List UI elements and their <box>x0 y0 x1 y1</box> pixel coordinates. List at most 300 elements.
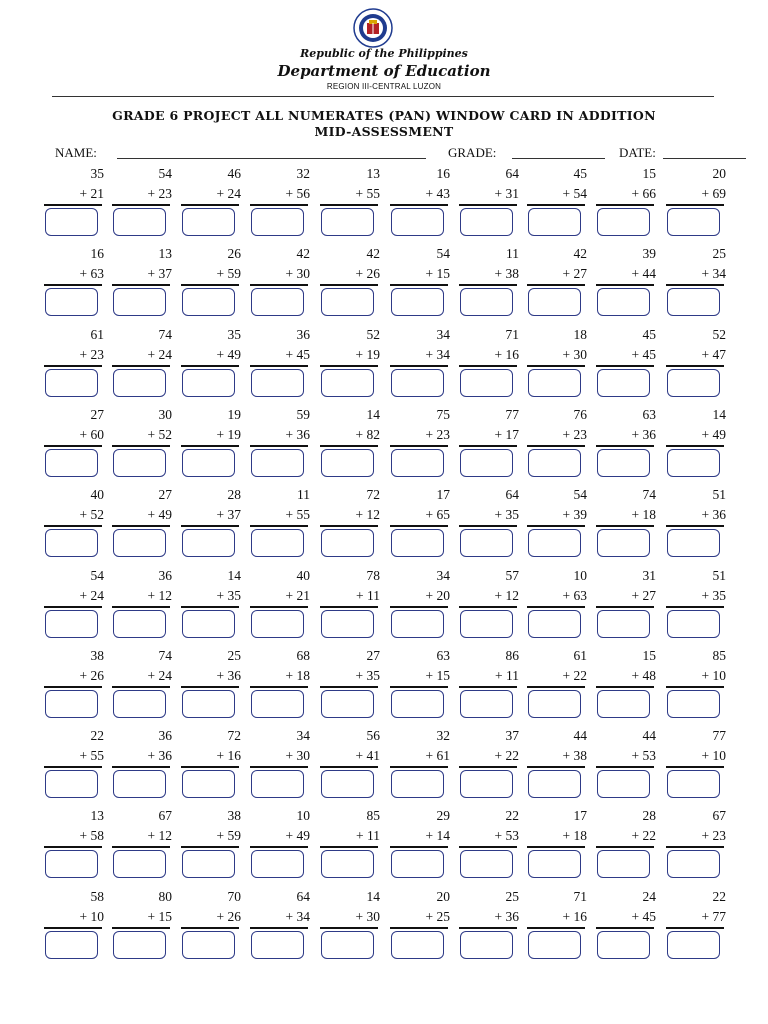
sum-line <box>181 766 239 768</box>
answer-box[interactable] <box>182 369 235 397</box>
answer-box[interactable] <box>391 610 444 638</box>
addend-top: 20 <box>436 888 450 904</box>
addend-bottom: + 65 <box>425 507 450 523</box>
addend-bottom: + 63 <box>79 266 104 282</box>
answer-box[interactable] <box>321 850 374 878</box>
sum-line <box>390 927 448 929</box>
addend-bottom: + 14 <box>425 828 450 844</box>
answer-box[interactable] <box>251 529 304 557</box>
addend-top: 35 <box>90 166 104 181</box>
addend-bottom: + 34 <box>425 346 450 362</box>
answer-box[interactable] <box>667 690 720 718</box>
addend-top: 25 <box>712 246 726 262</box>
answer-box[interactable] <box>528 369 581 397</box>
addend-bottom: + 12 <box>355 507 380 523</box>
sum-line <box>320 204 378 206</box>
problem-item <box>527 408 595 488</box>
answer-box[interactable] <box>45 850 98 878</box>
answer-box[interactable] <box>321 369 374 397</box>
addend-bottom: + 27 <box>562 266 587 282</box>
problem-item <box>527 488 595 568</box>
problem-item <box>459 328 527 408</box>
answer-box[interactable] <box>460 850 513 878</box>
sum-line <box>320 766 378 768</box>
answer-box[interactable] <box>667 931 720 959</box>
addend-top: 11 <box>297 487 310 503</box>
addend-bottom: + 44 <box>631 266 656 282</box>
answer-box[interactable] <box>182 529 235 557</box>
addend-bottom: + 45 <box>631 908 656 924</box>
problem-item <box>320 729 388 809</box>
sum-line <box>527 365 585 367</box>
sum-line <box>596 204 654 206</box>
answer-box[interactable] <box>667 529 720 557</box>
addend-bottom: + 16 <box>216 748 241 764</box>
addend-top: 64 <box>505 166 519 181</box>
addend-bottom: + 10 <box>701 667 726 683</box>
sum-line <box>320 686 378 688</box>
answer-box[interactable] <box>528 931 581 959</box>
answer-box[interactable] <box>321 931 374 959</box>
addend-top: 52 <box>366 326 380 342</box>
problem-item <box>112 809 180 889</box>
answer-box[interactable] <box>460 449 513 477</box>
addend-bottom: + 36 <box>631 426 656 442</box>
problem-item <box>320 328 388 408</box>
answer-box[interactable] <box>391 529 444 557</box>
addend-top: 14 <box>366 406 380 422</box>
sum-line <box>527 686 585 688</box>
answer-box[interactable] <box>113 850 166 878</box>
name-label: NAME: <box>55 145 97 160</box>
answer-box[interactable] <box>251 449 304 477</box>
answer-box[interactable] <box>321 690 374 718</box>
addend-top: 19 <box>227 406 241 422</box>
problem-item <box>320 167 388 247</box>
problem-item <box>250 890 318 970</box>
answer-box[interactable] <box>667 288 720 316</box>
sum-line <box>390 846 448 848</box>
addend-bottom: + 22 <box>562 667 587 683</box>
addend-top: 46 <box>227 166 241 181</box>
addend-top: 72 <box>366 487 380 503</box>
addend-top: 27 <box>90 406 104 422</box>
addend-top: 64 <box>505 487 519 503</box>
answer-box[interactable] <box>251 690 304 718</box>
answer-box[interactable] <box>113 610 166 638</box>
addend-bottom: + 24 <box>216 186 241 201</box>
addend-bottom: + 60 <box>79 426 104 442</box>
addend-bottom: + 36 <box>494 908 519 924</box>
problem-item <box>44 167 112 247</box>
problem-item <box>459 809 527 889</box>
addend-top: 68 <box>296 647 310 663</box>
answer-box[interactable] <box>597 208 650 236</box>
sum-line <box>320 606 378 608</box>
addend-top: 29 <box>436 808 450 824</box>
answer-box[interactable] <box>251 850 304 878</box>
addend-top: 14 <box>227 567 241 583</box>
answer-box[interactable] <box>182 690 235 718</box>
problem-item <box>250 408 318 488</box>
problem-item <box>527 729 595 809</box>
worksheet-title: GRADE 6 PROJECT ALL NUMERATES (PAN) WINDOW CARD IN ADDITION <box>112 108 656 123</box>
problem-item <box>390 247 458 327</box>
sum-line <box>459 606 517 608</box>
addend-top: 38 <box>227 808 241 824</box>
answer-box[interactable] <box>460 690 513 718</box>
answer-box[interactable] <box>597 449 650 477</box>
addend-top: 76 <box>573 406 587 422</box>
answer-box[interactable] <box>528 690 581 718</box>
problem-item <box>459 890 527 970</box>
answer-box[interactable] <box>113 369 166 397</box>
problem-item <box>320 890 388 970</box>
addend-bottom: + 43 <box>425 186 450 201</box>
answer-box[interactable] <box>460 288 513 316</box>
sum-line <box>44 284 102 286</box>
answer-box[interactable] <box>45 369 98 397</box>
problem-item <box>250 649 318 729</box>
problem-item <box>250 328 318 408</box>
addend-bottom: + 54 <box>562 186 587 201</box>
addend-top: 86 <box>505 647 519 663</box>
problem-item <box>112 408 180 488</box>
addend-top: 15 <box>642 166 656 181</box>
sum-line <box>527 766 585 768</box>
addend-top: 22 <box>90 728 104 744</box>
answer-box[interactable] <box>597 610 650 638</box>
worksheet-subtitle: MID-ASSESSMENT <box>314 124 454 139</box>
addend-top: 39 <box>642 246 656 262</box>
problem-item <box>390 569 458 649</box>
answer-box[interactable] <box>45 690 98 718</box>
problem-item <box>666 247 734 327</box>
addend-top: 17 <box>436 487 450 503</box>
addend-bottom: + 11 <box>356 587 380 603</box>
answer-box[interactable] <box>321 449 374 477</box>
answer-box[interactable] <box>251 610 304 638</box>
addend-bottom: + 25 <box>425 908 450 924</box>
republic-text: Republic of the Philippines <box>300 47 468 60</box>
addend-bottom: + 59 <box>216 828 241 844</box>
answer-box[interactable] <box>113 690 166 718</box>
addend-top: 59 <box>296 406 310 422</box>
answer-box[interactable] <box>460 369 513 397</box>
answer-box[interactable] <box>391 208 444 236</box>
answer-box[interactable] <box>597 931 650 959</box>
answer-box[interactable] <box>251 931 304 959</box>
addend-top: 11 <box>506 246 519 262</box>
problem-item <box>666 167 734 247</box>
answer-box[interactable] <box>321 770 374 798</box>
answer-box[interactable] <box>391 369 444 397</box>
sum-line <box>459 284 517 286</box>
answer-box[interactable] <box>45 610 98 638</box>
answer-box[interactable] <box>597 770 650 798</box>
addend-bottom: + 49 <box>147 507 172 523</box>
answer-box[interactable] <box>597 690 650 718</box>
answer-box[interactable] <box>182 931 235 959</box>
answer-box[interactable] <box>391 770 444 798</box>
answer-box[interactable] <box>45 208 98 236</box>
addend-top: 40 <box>296 567 310 583</box>
addend-bottom: + 26 <box>355 266 380 282</box>
answer-box[interactable] <box>597 850 650 878</box>
addend-top: 67 <box>712 808 726 824</box>
sum-line <box>459 686 517 688</box>
answer-box[interactable] <box>251 770 304 798</box>
sum-line <box>390 204 448 206</box>
grade-label: GRADE: <box>448 145 497 160</box>
problem-item <box>527 809 595 889</box>
addend-top: 44 <box>573 728 587 744</box>
addend-bottom: + 22 <box>494 748 519 764</box>
addend-bottom: + 26 <box>79 667 104 683</box>
addend-top: 42 <box>366 246 380 262</box>
addend-top: 36 <box>158 567 172 583</box>
answer-box[interactable] <box>391 288 444 316</box>
problem-item <box>112 569 180 649</box>
addend-bottom: + 11 <box>356 828 380 844</box>
problem-item <box>112 328 180 408</box>
problem-item <box>527 649 595 729</box>
addend-bottom: + 18 <box>562 828 587 844</box>
sum-line <box>459 525 517 527</box>
answer-box[interactable] <box>251 369 304 397</box>
answer-box[interactable] <box>182 610 235 638</box>
addend-top: 28 <box>642 808 656 824</box>
addend-top: 37 <box>505 728 519 744</box>
addend-bottom: + 49 <box>285 828 310 844</box>
sum-line <box>112 204 170 206</box>
answer-box[interactable] <box>45 449 98 477</box>
answer-box[interactable] <box>182 449 235 477</box>
addend-top: 27 <box>158 487 172 503</box>
problem-item <box>596 729 664 809</box>
problem-item <box>44 569 112 649</box>
answer-box[interactable] <box>528 449 581 477</box>
answer-box[interactable] <box>597 288 650 316</box>
answer-box[interactable] <box>251 288 304 316</box>
answer-box[interactable] <box>45 529 98 557</box>
addend-top: 24 <box>642 888 656 904</box>
sum-line <box>181 686 239 688</box>
answer-box[interactable] <box>182 208 235 236</box>
answer-box[interactable] <box>528 770 581 798</box>
problem-item <box>112 729 180 809</box>
sum-line <box>596 766 654 768</box>
addend-top: 18 <box>573 326 587 342</box>
answer-box[interactable] <box>321 208 374 236</box>
sum-line <box>666 204 724 206</box>
addend-bottom: + 35 <box>701 587 726 603</box>
answer-box[interactable] <box>528 850 581 878</box>
answer-box[interactable] <box>460 529 513 557</box>
problem-item <box>596 890 664 970</box>
region-text: REGION III-CENTRAL LUZON <box>326 82 442 91</box>
addend-top: 58 <box>90 888 104 904</box>
problem-item <box>666 488 734 568</box>
answer-box[interactable] <box>391 690 444 718</box>
answer-box[interactable] <box>45 770 98 798</box>
problem-item <box>666 328 734 408</box>
answer-box[interactable] <box>321 610 374 638</box>
addend-bottom: + 21 <box>79 186 104 201</box>
addend-bottom: + 82 <box>355 426 380 442</box>
answer-box[interactable] <box>113 288 166 316</box>
answer-box[interactable] <box>528 610 581 638</box>
sum-line <box>527 927 585 929</box>
answer-box[interactable] <box>528 288 581 316</box>
sum-line <box>181 606 239 608</box>
problem-item <box>390 729 458 809</box>
answer-box[interactable] <box>45 288 98 316</box>
addend-top: 25 <box>227 647 241 663</box>
addend-top: 80 <box>158 888 172 904</box>
addend-top: 32 <box>296 166 310 181</box>
sum-line <box>390 606 448 608</box>
answer-box[interactable] <box>597 529 650 557</box>
answer-box[interactable] <box>113 931 166 959</box>
problem-item <box>181 729 249 809</box>
answer-box[interactable] <box>460 770 513 798</box>
answer-box[interactable] <box>667 850 720 878</box>
addend-top: 15 <box>642 647 656 663</box>
addend-bottom: + 19 <box>216 426 241 442</box>
answer-box[interactable] <box>113 449 166 477</box>
addend-bottom: + 10 <box>701 748 726 764</box>
addend-bottom: + 11 <box>495 667 519 683</box>
answer-box[interactable] <box>597 369 650 397</box>
problem-item <box>596 809 664 889</box>
problem-item <box>459 488 527 568</box>
answer-box[interactable] <box>460 931 513 959</box>
addend-top: 54 <box>436 246 450 262</box>
sum-line <box>181 927 239 929</box>
answer-box[interactable] <box>182 288 235 316</box>
problem-item <box>320 649 388 729</box>
addend-bottom: + 45 <box>631 346 656 362</box>
addend-bottom: + 35 <box>216 587 241 603</box>
answer-box[interactable] <box>460 610 513 638</box>
addend-top: 25 <box>505 888 519 904</box>
problem-item <box>390 488 458 568</box>
addend-bottom: + 12 <box>147 587 172 603</box>
addend-bottom: + 27 <box>631 587 656 603</box>
problem-item <box>112 890 180 970</box>
sum-line <box>181 445 239 447</box>
answer-box[interactable] <box>45 931 98 959</box>
problem-item <box>112 167 180 247</box>
sum-line <box>527 525 585 527</box>
addend-bottom: + 45 <box>285 346 310 362</box>
addend-top: 57 <box>505 567 519 583</box>
problem-item <box>181 247 249 327</box>
problem-item <box>44 890 112 970</box>
problem-item <box>181 328 249 408</box>
addend-top: 40 <box>90 487 104 503</box>
answer-box[interactable] <box>528 529 581 557</box>
addend-top: 85 <box>366 808 380 824</box>
answer-box[interactable] <box>667 610 720 638</box>
sum-line <box>320 445 378 447</box>
answer-box[interactable] <box>667 369 720 397</box>
addend-bottom: + 38 <box>494 266 519 282</box>
problem-item <box>181 408 249 488</box>
addend-bottom: + 36 <box>216 667 241 683</box>
sum-line <box>390 766 448 768</box>
problem-item <box>459 569 527 649</box>
addend-top: 78 <box>366 567 380 583</box>
answer-box[interactable] <box>321 529 374 557</box>
answer-box[interactable] <box>667 770 720 798</box>
answer-box[interactable] <box>528 208 581 236</box>
answer-box[interactable] <box>182 850 235 878</box>
sum-line <box>527 606 585 608</box>
answer-box[interactable] <box>321 288 374 316</box>
addend-bottom: + 23 <box>147 186 172 201</box>
answer-box[interactable] <box>391 449 444 477</box>
answer-box[interactable] <box>182 770 235 798</box>
problem-item <box>666 809 734 889</box>
problem-item <box>112 649 180 729</box>
answer-box[interactable] <box>391 931 444 959</box>
addend-top: 56 <box>366 728 380 744</box>
addend-bottom: + 15 <box>147 908 172 924</box>
answer-box[interactable] <box>251 208 304 236</box>
addend-top: 22 <box>712 888 726 904</box>
sum-line <box>181 365 239 367</box>
addend-top: 54 <box>90 567 104 583</box>
addend-bottom: + 77 <box>701 908 726 924</box>
answer-box[interactable] <box>113 770 166 798</box>
answer-box[interactable] <box>113 529 166 557</box>
sum-line <box>112 525 170 527</box>
answer-box[interactable] <box>667 449 720 477</box>
addend-top: 51 <box>712 487 726 503</box>
sum-line <box>112 284 170 286</box>
problem-item <box>250 569 318 649</box>
problem-item <box>44 729 112 809</box>
sum-line <box>666 525 724 527</box>
addend-bottom: + 22 <box>631 828 656 844</box>
problem-item <box>250 167 318 247</box>
answer-box[interactable] <box>460 208 513 236</box>
addend-top: 36 <box>158 728 172 744</box>
date-label: DATE: <box>619 145 656 160</box>
addend-bottom: + 58 <box>79 828 104 844</box>
answer-box[interactable] <box>391 850 444 878</box>
addend-top: 30 <box>158 406 172 422</box>
sum-line <box>44 606 102 608</box>
addend-bottom: + 36 <box>147 748 172 764</box>
answer-box[interactable] <box>667 208 720 236</box>
sum-line <box>44 525 102 527</box>
problem-item <box>181 649 249 729</box>
addend-top: 52 <box>712 326 726 342</box>
sum-line <box>320 284 378 286</box>
sum-line <box>666 766 724 768</box>
problem-item <box>250 247 318 327</box>
problem-item <box>44 809 112 889</box>
addend-top: 45 <box>642 326 656 342</box>
sum-line <box>596 927 654 929</box>
sum-line <box>181 284 239 286</box>
addend-top: 42 <box>296 246 310 262</box>
sum-line <box>181 846 239 848</box>
answer-box[interactable] <box>113 208 166 236</box>
